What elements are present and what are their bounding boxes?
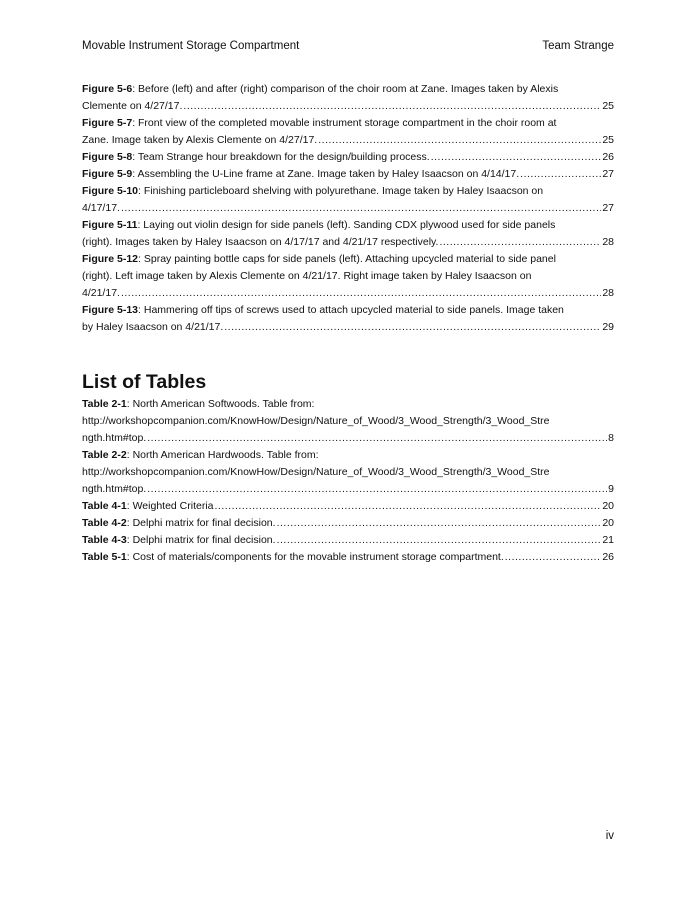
page-header bbox=[82, 40, 614, 56]
table-page-number: 20 bbox=[602, 500, 614, 512]
table-entry[interactable] bbox=[82, 549, 614, 566]
dot-leader bbox=[277, 515, 602, 532]
figure-caption-line bbox=[82, 251, 614, 268]
figure-page-number: 27 bbox=[602, 202, 614, 214]
table-leader-line bbox=[82, 481, 614, 498]
table-entry[interactable] bbox=[82, 396, 614, 447]
table-caption-line bbox=[82, 464, 614, 481]
figure-entry[interactable] bbox=[82, 251, 614, 302]
table-label: Table 4-2 bbox=[82, 517, 127, 529]
figure-label: Figure 5-7 bbox=[82, 117, 133, 129]
figure-entry[interactable] bbox=[82, 166, 614, 183]
header-right: Team Strange bbox=[542, 40, 614, 52]
dot-leader bbox=[215, 498, 602, 515]
table-leader-line bbox=[82, 430, 614, 447]
figure-leader-line bbox=[82, 285, 614, 302]
figure-label: Figure 5-9 bbox=[82, 168, 133, 180]
table-caption-line bbox=[82, 396, 614, 413]
figure-page-number: 29 bbox=[602, 321, 614, 333]
figure-caption-line bbox=[82, 81, 614, 98]
table-leader-line bbox=[82, 498, 614, 515]
figure-caption-last bbox=[82, 285, 120, 302]
table-label: Table 2-2 bbox=[82, 449, 127, 461]
table-caption-last bbox=[82, 498, 214, 515]
figure-leader-line bbox=[82, 166, 614, 183]
table-leader-line bbox=[82, 515, 614, 532]
dot-leader bbox=[431, 149, 602, 166]
dot-leader bbox=[277, 532, 602, 549]
table-caption-text: http://workshopcompanion.com/KnowHow/Design/Nature_of_Wood/3_Wood_Strength/3_Wood_Stre bbox=[82, 466, 550, 478]
figure-entry[interactable] bbox=[82, 183, 614, 217]
figure-caption-last bbox=[82, 234, 438, 251]
figure-caption-text: Clemente on 4/27/17. bbox=[82, 100, 183, 112]
table-label: Table 4-1 bbox=[82, 500, 127, 512]
table-caption-text: : Weighted Criteria bbox=[126, 500, 214, 512]
table-page-number: 21 bbox=[602, 534, 614, 546]
table-leader-line bbox=[82, 532, 614, 549]
table-page-number: 8 bbox=[608, 432, 614, 444]
header-left: Movable Instrument Storage Compartment bbox=[82, 40, 300, 52]
table-page-number: 26 bbox=[602, 551, 614, 563]
figure-entry[interactable] bbox=[82, 149, 614, 166]
figure-caption-text: (right). Images taken by Haley Isaacson on 4/17/17 and 4/21/17 respectively. bbox=[82, 236, 439, 248]
figure-caption-text: : Team Strange hour breakdown for the design/building process. bbox=[132, 151, 430, 163]
figure-page-number: 26 bbox=[602, 151, 614, 163]
table-caption-text: http://workshopcompanion.com/KnowHow/Design/Nature_of_Wood/3_Wood_Strength/3_Wood_Stre bbox=[82, 415, 550, 427]
figure-caption-text: : Spray painting bottle caps for side panels (left). Attaching upcycled material to side panel bbox=[138, 253, 556, 265]
figure-caption-text: : Laying out violin design for side panels (left). Sanding CDX plywood used for side panels bbox=[137, 219, 556, 231]
table-caption-line bbox=[82, 413, 614, 430]
table-entry[interactable] bbox=[82, 532, 614, 549]
table-label: Table 2-1 bbox=[82, 398, 127, 410]
figure-label: Figure 5-12 bbox=[82, 253, 139, 265]
figure-caption-last bbox=[82, 132, 317, 149]
table-caption-text: ngth.htm#top. bbox=[82, 432, 147, 444]
table-caption-text: : North American Hardwoods. Table from: bbox=[126, 449, 319, 461]
tables-list bbox=[82, 396, 614, 566]
figure-caption-text: : Assembling the U-Line frame at Zane. Image taken by Haley Isaacson on 4/14/17. bbox=[132, 168, 520, 180]
table-caption-last bbox=[82, 430, 146, 447]
dot-leader bbox=[121, 200, 601, 217]
dot-leader bbox=[505, 549, 602, 566]
figure-label: Figure 5-8 bbox=[82, 151, 133, 163]
dot-leader bbox=[318, 132, 601, 149]
table-entry[interactable] bbox=[82, 447, 614, 498]
figure-caption-text: 4/21/17. bbox=[82, 287, 120, 299]
figure-caption-last bbox=[82, 166, 519, 183]
figure-leader-line bbox=[82, 98, 614, 115]
table-caption-text: ngth.htm#top. bbox=[82, 483, 147, 495]
figure-page-number: 25 bbox=[602, 134, 614, 146]
table-page-number: 9 bbox=[608, 483, 614, 495]
figure-leader-line bbox=[82, 149, 614, 166]
figure-caption-text: : Finishing particleboard shelving with polyurethane. Image taken by Haley Isaacson on bbox=[138, 185, 544, 197]
figure-page-number: 28 bbox=[602, 236, 614, 248]
table-entry[interactable] bbox=[82, 498, 614, 515]
table-leader-line bbox=[82, 549, 614, 566]
figures-list bbox=[82, 81, 614, 336]
list-of-tables-heading: List of Tables bbox=[82, 371, 207, 393]
figure-caption-last bbox=[82, 98, 182, 115]
figure-caption-line bbox=[82, 183, 614, 200]
figure-caption-text: : Hammering off tips of screws used to attach upcycled material to side panels. Image taken bbox=[138, 304, 564, 316]
toc-content bbox=[82, 81, 614, 566]
figure-leader-line bbox=[82, 200, 614, 217]
table-label: Table 4-3 bbox=[82, 534, 127, 546]
figure-caption-line bbox=[82, 302, 614, 319]
page-number: iv bbox=[605, 830, 614, 842]
figure-caption-line bbox=[82, 217, 614, 234]
table-page-number: 20 bbox=[602, 517, 614, 529]
figure-caption-line bbox=[82, 268, 614, 285]
table-label: Table 5-1 bbox=[82, 551, 127, 563]
figure-caption-last bbox=[82, 149, 430, 166]
figure-page-number: 25 bbox=[602, 100, 614, 112]
dot-leader bbox=[520, 166, 601, 183]
table-caption-last bbox=[82, 515, 276, 532]
figure-caption-text: : Front view of the completed movable instrument storage compartment in the choir room at bbox=[132, 117, 557, 129]
table-caption-last bbox=[82, 549, 504, 566]
table-caption-text: : North American Softwoods. Table from: bbox=[126, 398, 315, 410]
dot-leader bbox=[121, 285, 601, 302]
figure-entry[interactable] bbox=[82, 302, 614, 336]
table-entry[interactable] bbox=[82, 515, 614, 532]
figure-leader-line bbox=[82, 234, 614, 251]
figure-page-number: 27 bbox=[602, 168, 614, 180]
dot-leader bbox=[147, 430, 607, 447]
figure-leader-line bbox=[82, 132, 614, 149]
figure-label: Figure 5-11 bbox=[82, 219, 138, 231]
table-caption-last bbox=[82, 532, 276, 549]
figure-label: Figure 5-13 bbox=[82, 304, 139, 316]
figure-caption-text: 4/17/17. bbox=[82, 202, 120, 214]
figure-caption-text: Zane. Image taken by Alexis Clemente on 4/27/17. bbox=[82, 134, 318, 146]
table-caption-last bbox=[82, 481, 146, 498]
figure-label: Figure 5-6 bbox=[82, 83, 133, 95]
table-caption-line bbox=[82, 447, 614, 464]
figure-caption-text: by Haley Isaacson on 4/21/17. bbox=[82, 321, 224, 333]
figure-entry[interactable] bbox=[82, 217, 614, 251]
figure-entry[interactable] bbox=[82, 81, 614, 115]
dot-leader bbox=[183, 98, 601, 115]
table-caption-text: : Delphi matrix for final decision. bbox=[126, 534, 276, 546]
figure-caption-last bbox=[82, 319, 223, 336]
dot-leader bbox=[439, 234, 601, 251]
dot-leader bbox=[147, 481, 607, 498]
dot-leader bbox=[224, 319, 601, 336]
figure-page-number: 28 bbox=[602, 287, 614, 299]
table-caption-text: : Cost of materials/components for the movable instrument storage compartment. bbox=[126, 551, 504, 563]
figure-entry[interactable] bbox=[82, 115, 614, 149]
table-caption-text: : Delphi matrix for final decision. bbox=[126, 517, 276, 529]
figure-caption-text: (right). Left image taken by Alexis Clemente on 4/21/17. Right image taken by Haley Isaacson on bbox=[82, 270, 532, 282]
figure-label: Figure 5-10 bbox=[82, 185, 139, 197]
figure-leader-line bbox=[82, 319, 614, 336]
figure-caption-text: : Before (left) and after (right) comparison of the choir room at Zane. Images taken by Alexis bbox=[132, 83, 559, 95]
figure-caption-line bbox=[82, 115, 614, 132]
figure-caption-last bbox=[82, 200, 120, 217]
